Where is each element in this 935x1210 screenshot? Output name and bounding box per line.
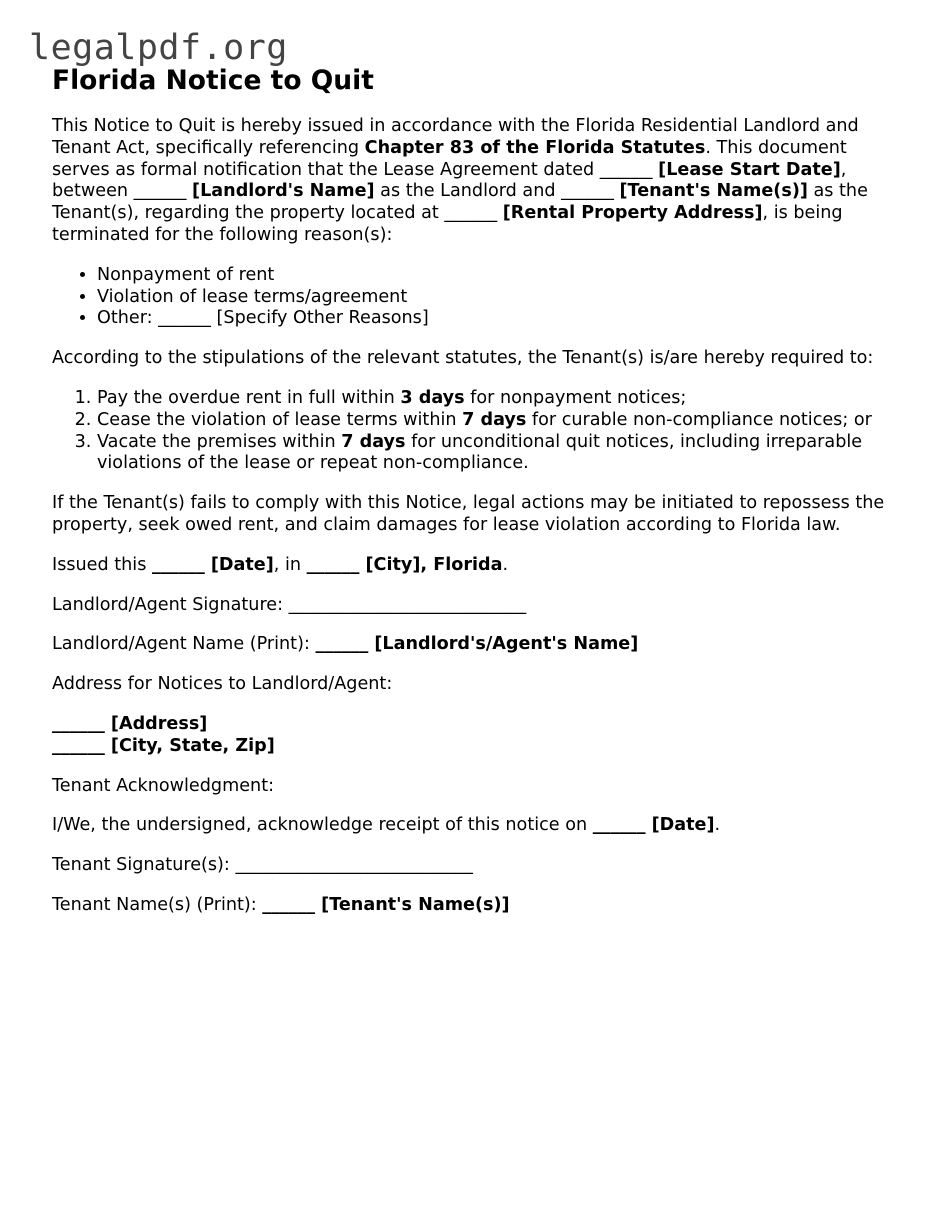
- tenant-name-label: Tenant Name(s) (Print):: [52, 894, 263, 915]
- requirements-intro: According to the stipulations of the relevant statutes, the Tenant(s) is/are hereby required to:: [52, 348, 874, 369]
- lease-start-date-field: [Lease Start Date]: [658, 159, 841, 180]
- notice-address-label: Address for Notices to Landlord/Agent:: [52, 674, 393, 695]
- requirement-text: Vacate the premises within: [97, 431, 342, 452]
- intro-text: , between ______: [52, 159, 847, 202]
- intro-text: . This document serves as formal notification that the Lease Agreement dated ______: [52, 137, 847, 180]
- reason-item: • Nonpayment of rent: [97, 265, 890, 287]
- intro-text: as the Landlord and ______: [374, 181, 620, 202]
- tenant-signature-line: Tenant Signature(s): ___________________________: [52, 855, 473, 876]
- tenant-name-field: [Tenant's Name(s)]: [619, 181, 808, 202]
- requirement-deadline: 3 days: [400, 387, 465, 408]
- requirement-text: for unconditional quit notices, including irreparable violations of the lease or repeat non-compliance.: [97, 431, 863, 474]
- issued-line: [52, 555, 890, 577]
- landlord-name-label: Landlord/Agent Name (Print):: [52, 634, 316, 655]
- issued-text: .: [502, 554, 509, 575]
- intro-text: , is being terminated for the following reason(s):: [52, 203, 843, 245]
- watermark-logo: legalpdf.org: [29, 28, 288, 68]
- issued-city-field: ______ [City], Florida: [306, 554, 503, 575]
- acknowledgment-text: .: [714, 815, 721, 836]
- landlord-signature-line: Landlord/Agent Signature: ___________________________: [52, 594, 527, 615]
- requirement-item: [97, 410, 890, 432]
- acknowledgment-line: [52, 815, 890, 837]
- requirement-deadline: 7 days: [341, 431, 406, 452]
- document-body: [52, 64, 890, 935]
- reasons-list: [52, 265, 890, 330]
- tenant-acknowledgment-label: Tenant Acknowledgment:: [52, 775, 275, 796]
- tenant-name-line: [52, 895, 890, 917]
- requirement-item: [97, 432, 890, 476]
- address-field: ______ [Address]: [52, 713, 208, 734]
- requirement-text: for nonpayment notices;: [464, 387, 687, 408]
- requirement-text: Pay the overdue rent in full within: [97, 387, 401, 408]
- reason-item: • Other: ______ [Specify Other Reasons]: [97, 308, 890, 330]
- intro-paragraph: [52, 116, 890, 247]
- requirement-deadline: 7 days: [462, 409, 527, 430]
- requirements-list: [52, 388, 890, 475]
- requirement-text: for curable non-compliance notices; or: [526, 409, 872, 430]
- city-state-zip-field: ______ [City, State, Zip]: [52, 735, 275, 756]
- acknowledgment-text: I/We, the undersigned, acknowledge receipt of this notice on: [52, 815, 593, 836]
- consequence-paragraph: If the Tenant(s) fails to comply with this Notice, legal actions may be initiated to repossess the property, seek owed rent, and claim damages for lease violation according to Florida law.: [52, 493, 885, 535]
- requirement-item: [97, 388, 890, 410]
- tenant-name-print-field: ______ [Tenant's Name(s)]: [262, 894, 510, 915]
- intro-text: This Notice to Quit is hereby issued in accordance with the Florida Residential Landlord and Tenant Act, specifically referencing: [52, 116, 859, 158]
- notice-address-block: [52, 714, 890, 758]
- landlord-name-field: [Landlord's Name]: [192, 181, 375, 202]
- reason-item: • Violation of lease terms/agreement: [97, 287, 890, 309]
- landlord-agent-name-field: ______ [Landlord's/Agent's Name]: [315, 634, 639, 655]
- issued-text: Issued this: [52, 554, 152, 575]
- issued-date-field: ______ [Date]: [151, 554, 274, 575]
- property-address-field: [Rental Property Address]: [502, 203, 763, 224]
- requirement-text: Cease the violation of lease terms within: [97, 409, 463, 430]
- intro-text: as the Tenant(s), regarding the property located at ______: [52, 181, 868, 224]
- document-title: Florida Notice to Quit: [52, 65, 374, 96]
- issued-text: , in: [273, 554, 307, 575]
- landlord-name-line: [52, 634, 890, 656]
- acknowledgment-date-field: ______ [Date]: [592, 815, 715, 836]
- statute-reference: Chapter 83 of the Florida Statutes: [364, 137, 706, 158]
